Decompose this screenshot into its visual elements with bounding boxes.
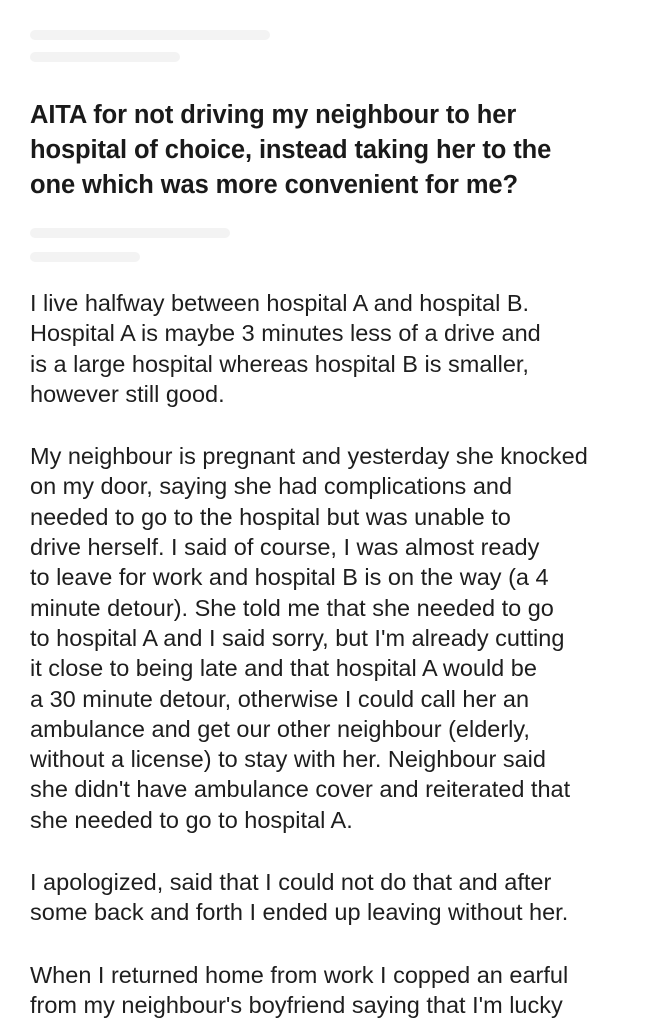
faded-meta-line (30, 228, 230, 238)
post-body (30, 288, 645, 1024)
post-title: AITA for not driving my neighbour to her hospital of choice, instead taking her to the one which was more convenient for me? (30, 101, 552, 199)
post-paragraph-1: I live halfway between hospital A and hospital B. Hospital A is maybe 3 minutes less of a drive and is a large hospital whereas hospital B is smaller, however still good. (30, 290, 541, 407)
post-paragraph-2: My neighbour is pregnant and yesterday she knocked on my door, saying she had complications and needed to go to the hospital but was unable to drive herself. I said of course, I was almost ready to leave for work and hospital B is on the way (a 4 minute detour). She told me that she needed to go to hospital A and I said sorry, but I'm already cutting it close to being late and that hospital A would be a 30 minute detour, otherwise I could call her an ambulance and get our other neighbour (elderly, without a license) to stay with her. Neighbour said she didn't have ambulance cover and reiterated that she needed to go to hospital A. (30, 443, 588, 833)
faded-header-line (30, 30, 270, 40)
faded-header-line-2 (30, 52, 180, 62)
faded-meta-line-2 (30, 252, 140, 262)
post-paragraph-4: When I returned home from work I copped an earful from my neighbour's boyfriend saying that I'm lucky (30, 961, 569, 1018)
post-paragraph-3: I apologized, said that I could not do that and after some back and forth I ended up leaving without her. (30, 869, 569, 926)
